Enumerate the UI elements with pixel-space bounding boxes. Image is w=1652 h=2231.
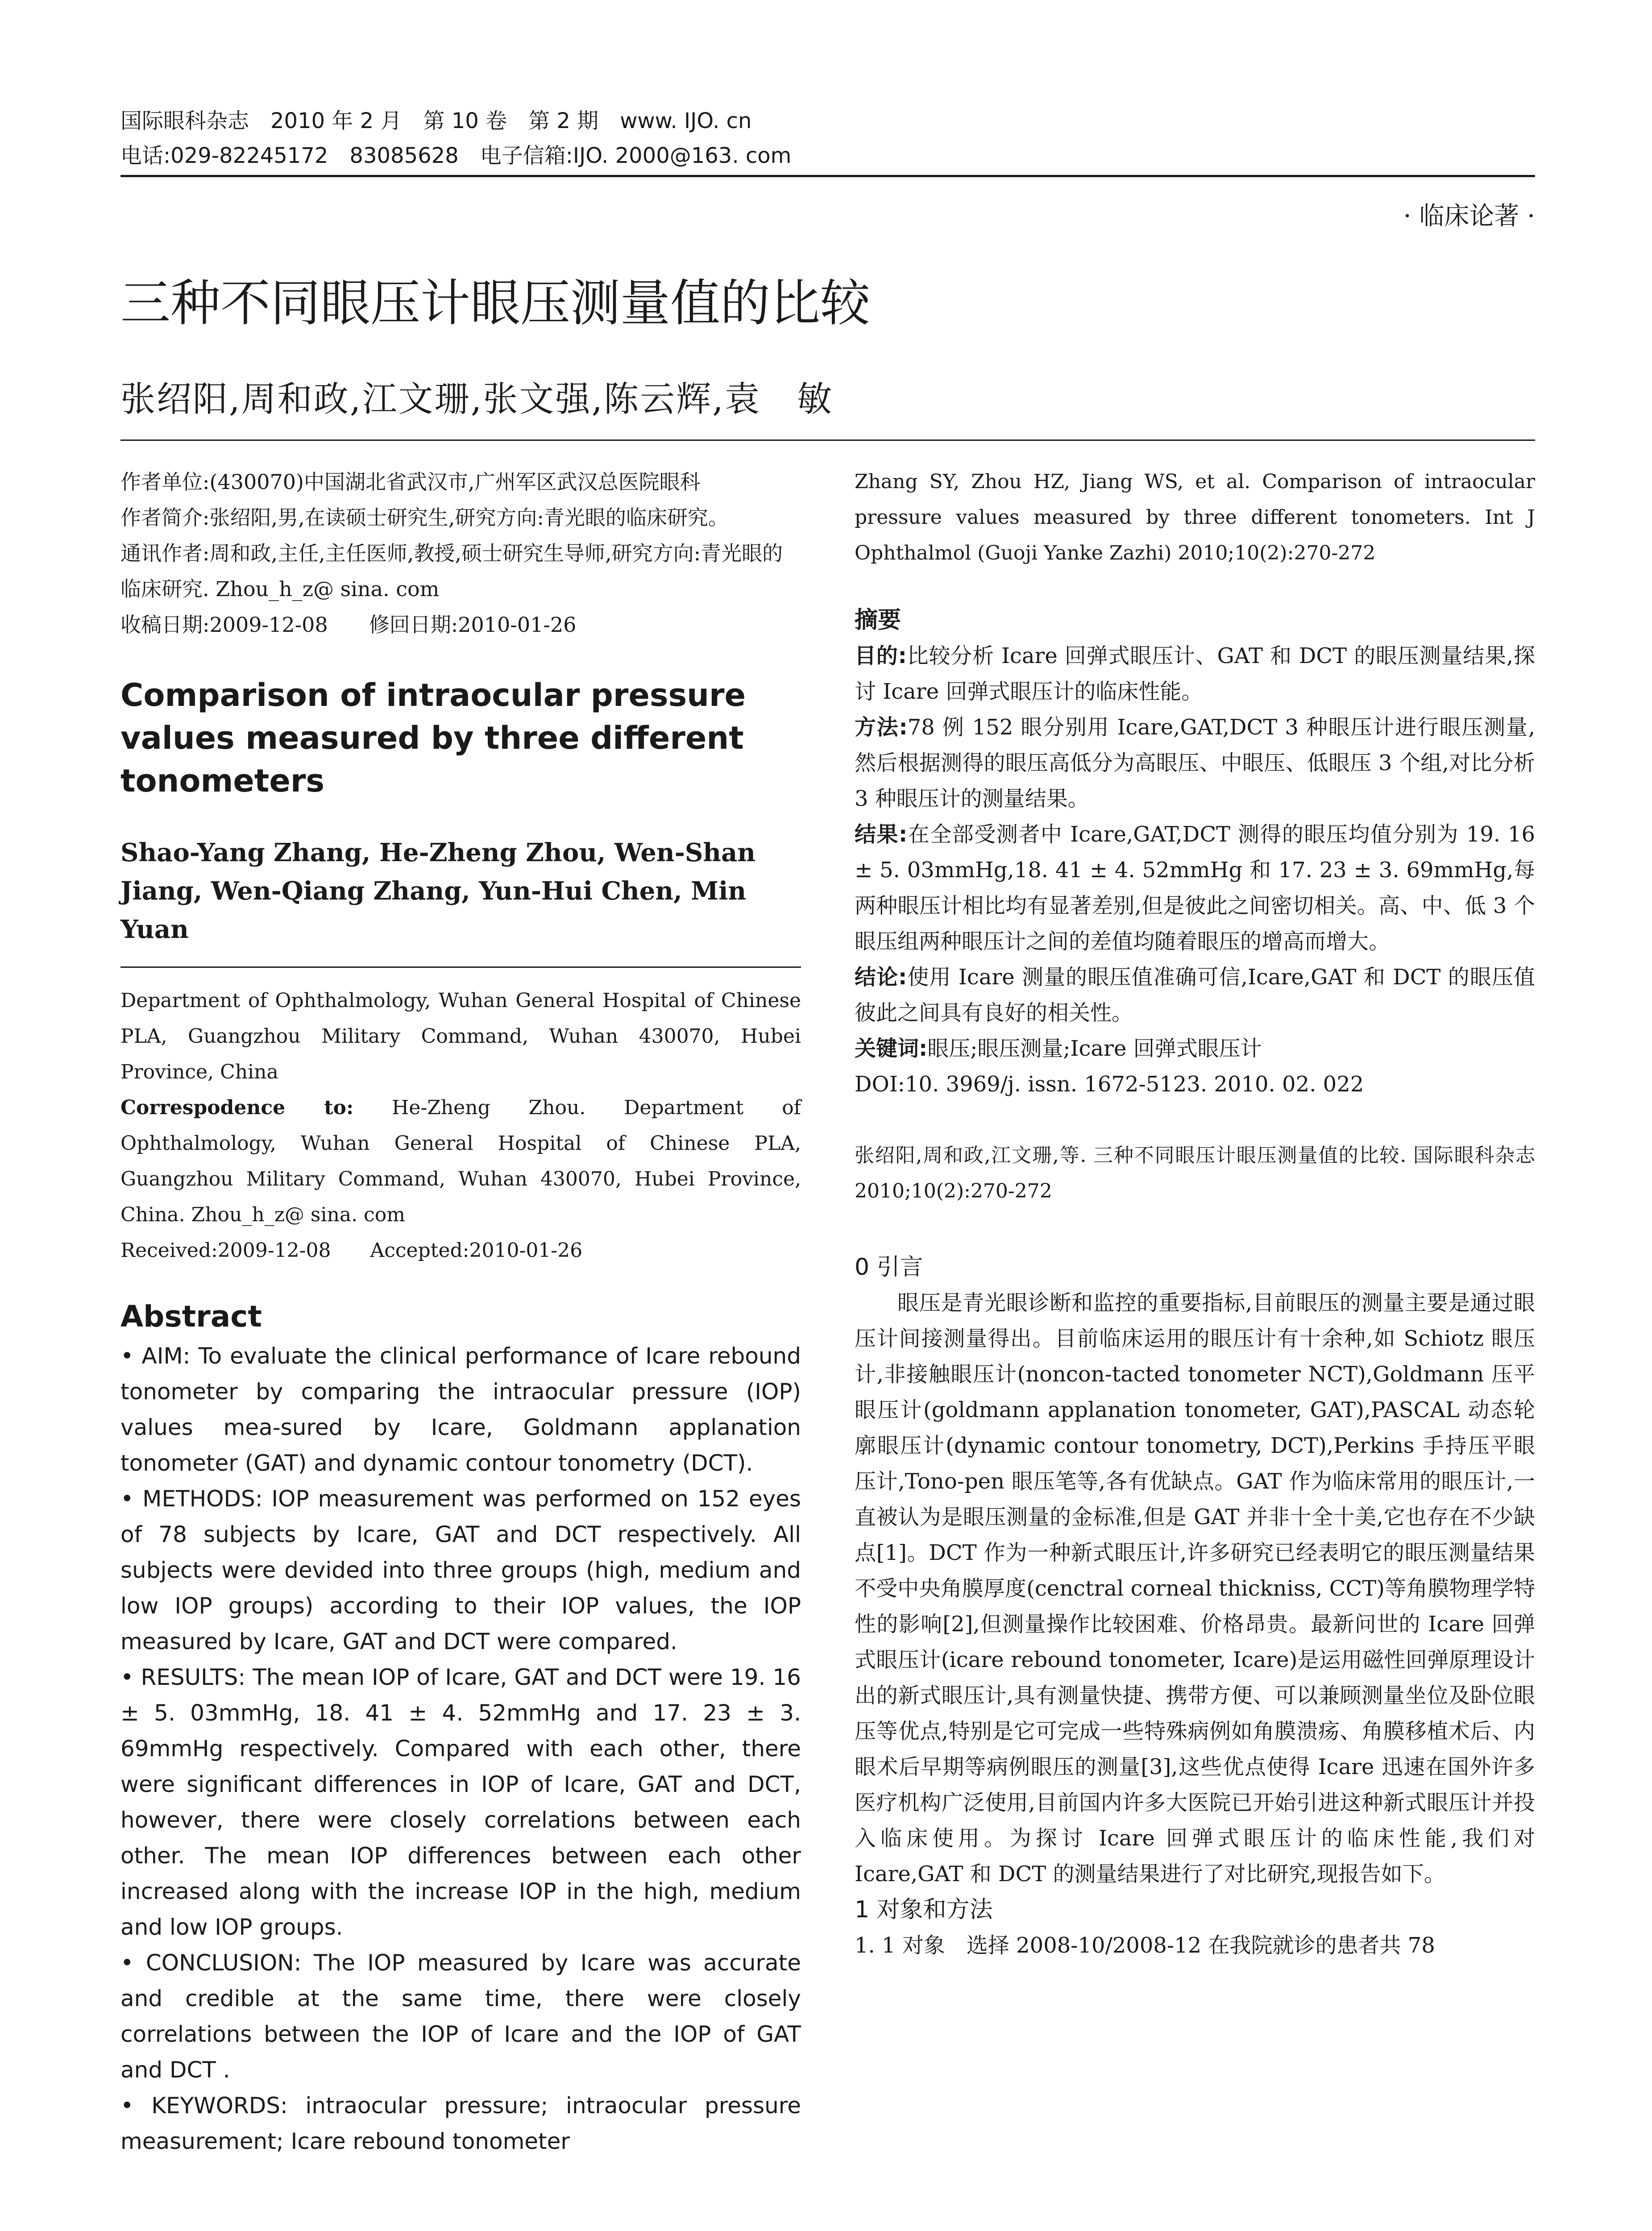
abstract-cn-aim-label: 目的: [855, 643, 907, 668]
abstract-cn-keywords [855, 1031, 1535, 1066]
abstract-cn-aim-text: 比较分析 Icare 回弹式眼压计、GAT 和 DCT 的眼压测量结果,探讨 Icare 回弹式眼压计的临床性能。 [855, 643, 1535, 704]
header-rule [120, 175, 1535, 177]
citation-chinese [855, 1138, 1535, 1209]
abstract-cn-aim [855, 638, 1535, 709]
english-title: Comparison of intraocular pressure values measured by three different tonometers [120, 677, 746, 799]
abstract-cn-methods [855, 709, 1535, 817]
english-authors: Shao-Yang Zhang, He-Zheng Zhou, Wen-Shan Jiang, Wen-Qiang Zhang, Yun-Hui Chen, Min Yuan [120, 838, 755, 944]
abstract-conclusion: • CONCLUSION: The IOP measured by Icare was accurate and credible at the same time, there were closely correlations between the IOP of Icare and the IOP of GAT and DCT . [120, 1950, 801, 2083]
abstract-keywords: • KEYWORDS: intraocular pressure; intraocular pressure measurement; Icare rebound tonometer [120, 2093, 801, 2154]
intro-heading: 0 引言 [855, 1254, 923, 1281]
received-accepted: Received:2009-12-08 Accepted:2010-01-26 [120, 1239, 583, 1262]
correspondence-text: He-Zheng Zhou. Department of Ophthalmology, Wuhan General Hospital of Chinese PLA, Guangzhou Military Command, Wuhan 430070, Hubei Province, China. Zhou_h_z@ sina. com [120, 1096, 801, 1226]
abstract-cn-results [855, 817, 1535, 959]
received-dates-cn: 收稿日期:2009-12-08 修回日期:2010-01-26 [120, 613, 577, 637]
authors-chinese: 张绍阳,周和政,江文珊,张文强,陈云辉,袁 敏 [120, 379, 833, 419]
journal-header [120, 104, 1535, 173]
abstract-cn-conclusion-text: 使用 Icare 测量的眼压值准确可信,Icare,GAT 和 DCT 的眼压值彼此之间具有良好的相关性。 [855, 965, 1535, 1025]
abstract-results: • RESULTS: The mean IOP of Icare, GAT and DCT were 19. 16 ± 5. 03mmHg, 18. 41 ± 4. 52mmHg and 17. 23 ± 3. 69mmHg respectively. Compared with each other, there were significant differences in IOP of Icare, GAT and DCT, however, there were closely correlations between each other. The mean IOP differences between each other increased along with the increase IOP in the high, medium and low IOP groups. [120, 1664, 801, 1940]
header-journal-info: 国际眼科杂志 2010 年 2 月 第 10 卷 第 2 期 www. IJO. cn [120, 108, 752, 133]
abstract-aim: • AIM: To evaluate the clinical performance of Icare rebound tonometer by comparing the intraocular pressure (IOP) values mea-sured by Icare, Goldmann applanation tonometer (GAT) and dynamic contour tonometry (DCT). [120, 1343, 801, 1476]
affiliation-block [120, 983, 801, 1269]
abstract-cn-methods-text: 78 例 152 眼分别用 Icare,GAT,DCT 3 种眼压计进行眼压测量,然后根据测得的眼压高低分为高眼压、中眼压、低眼压 3 个组,对比分析 3 种眼压计的测量结果。 [855, 715, 1535, 811]
article-title: 三种不同眼压计眼压测量值的比较 [120, 274, 870, 332]
correspondence [120, 1090, 801, 1233]
left-column [120, 464, 801, 2159]
subjects-line: 1. 1 对象 选择 2008-10/2008-12 在我院就诊的患者共 78 [855, 1933, 1435, 1958]
abstract-methods: • METHODS: IOP measurement was performed on 152 eyes of 78 subjects by Icare, GAT and DCT respectively. All subjects were devided into three groups (high, medium and low IOP groups) according to their IOP values, the IOP measured by Icare, GAT and DCT were compared. [120, 1486, 801, 1655]
abstract-cn-heading: 摘要 [855, 607, 901, 634]
abstract-chinese [855, 602, 1535, 1102]
author-bio: 作者简介:张绍阳,男,在读硕士研究生,研究方向:青光眼的临床研究。 [120, 506, 729, 530]
section-tag: · 临床论著 · [1403, 202, 1535, 231]
affiliation: Department of Ophthalmology, Wuhan General Hospital of Chinese PLA, Guangzhou Military Command, Wuhan 430070, Hubei Province, China [120, 989, 801, 1083]
abstract-cn-results-label: 结果: [855, 822, 908, 847]
abstract-cn-conclusion [855, 959, 1535, 1031]
author-unit: 作者单位:(430070)中国湖北省武汉市,广州军区武汉总医院眼科 [120, 470, 701, 494]
header-contact-info: 电话:029-82245172 83085628 电子信箱:IJO. 2000@163. com [120, 143, 792, 168]
abstract-cn-keywords-text: 眼压;眼压测量;Icare 回弹式眼压计 [927, 1036, 1262, 1061]
correspondence-label: Correspodence to: [120, 1096, 354, 1119]
abstract-heading: Abstract [120, 1299, 262, 1334]
citation-english [855, 464, 1535, 571]
abstract-cn-conclusion-label: 结论: [855, 965, 907, 990]
introduction [855, 1249, 1535, 1963]
corresponding-author: 通讯作者:周和政,主任,主任医师,教授,硕士研究生导师,研究方向:青光眼的临床研究. Zhou_h_z@ sina. com [120, 541, 783, 601]
methods-heading: 1 对象和方法 [855, 1896, 993, 1923]
abstract-cn-keywords-label: 关键词: [855, 1036, 928, 1061]
right-column [855, 464, 1535, 1963]
abstract-cn-methods-label: 方法: [855, 715, 908, 740]
intro-paragraph: 眼压是青光眼诊断和监控的重要指标,目前眼压的测量主要是通过眼压计间接测量得出。目前临床运用的眼压计有十余种,如 Schiotz 眼压计,非接触眼压计(noncon-tacted tonometer NCT),Goldmann 压平眼压计(goldmann applanation tonometer, GAT),PASCAL 动态轮廓眼压计(dynamic contour tonometry, DCT),Perkins 手持压平眼压计,Tono-pen 眼压笔等,各有优缺点。GAT 作为临床常用的眼压计,一直被认为是眼压测量的金标准,但是 GAT 并非十全十美,它也存在不少缺点[1]。DCT 作为一种新式眼压计,许多研究已经表明它的眼压测量结果不受中央角膜厚度(cenctral corneal thickniss, CCT)等角膜物理学特性的影响[2],但测量操作比较困难、价格昂贵。最新问世的 Icare 回弹式眼压计(icare rebound tonometer, Icare)是运用磁性回弹原理设计出的新式眼压计,具有测量快捷、携带方便、可以兼顾测量坐位及卧位眼压等优点,特别是它可完成一些特殊病例如角膜溃疡、角膜移植术后、内眼术后早期等病例眼压的测量[3],这些优点使得 Icare 迅速在国外许多医疗机构广泛使用,目前国内许多大医院已开始引进这种新式眼压计并投入临床使用。为探讨 Icare 回弹式眼压计的临床性能,我们对 Icare,GAT 和 DCT 的测量结果进行了对比研究,现报告如下。 [855, 1290, 1535, 1887]
abstract-cn-results-text: 在全部受测者中 Icare,GAT,DCT 测得的眼压均值分别为 19. 16 ± 5. 03mmHg,18. 41 ± 4. 52mmHg 和 17. 23 ± 3. 69mmHg,每两种眼压计相比均有显著差别,但是彼此之间密切相关。高、中、低 3 个眼压组两种眼压计之间的差值均随着眼压的增高而增大。 [855, 822, 1535, 954]
citation-chinese-text: 张绍阳,周和政,江文珊,等. 三种不同眼压计眼压测量值的比较. 国际眼科杂志 2010;10(2):270-272 [855, 1144, 1535, 1203]
doi: DOI:10. 3969/j. issn. 1672-5123. 2010. 02. 022 [855, 1072, 1364, 1097]
author-info-block [120, 464, 801, 643]
citation-english-text: Zhang SY, Zhou HZ, Jiang WS, et al. Comparison of intraocular pressure values measured by three different tonometers. Int J Ophthalmol (Guoji Yanke Zazhi) 2010;10(2):270-272 [855, 470, 1535, 564]
authors-rule [120, 440, 1535, 441]
abstract-english [120, 1338, 801, 2159]
